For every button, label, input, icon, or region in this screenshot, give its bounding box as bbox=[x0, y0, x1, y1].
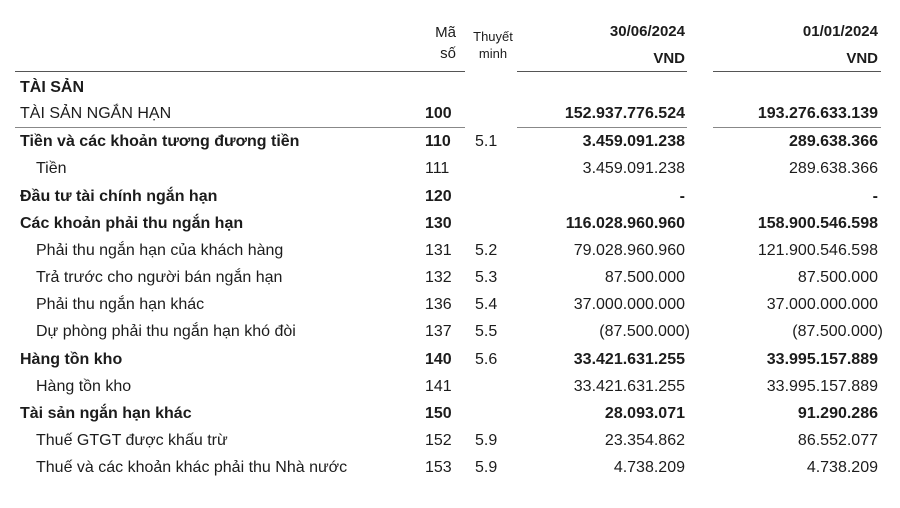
table-row-141 bbox=[0, 373, 900, 400]
row-label: Hàng tồn kho bbox=[20, 351, 123, 368]
row-note: 5.6 bbox=[475, 351, 498, 368]
row-note: 5.5 bbox=[475, 323, 498, 340]
table-row-153 bbox=[0, 454, 900, 481]
row-code: 111 bbox=[425, 160, 450, 177]
row-value-period1: (87.500.000) bbox=[599, 323, 690, 340]
row-code: 130 bbox=[425, 215, 452, 232]
row-value-period2: 37.000.000.000 bbox=[766, 296, 878, 313]
row-label: Phải thu ngắn hạn của khách hàng bbox=[36, 242, 284, 259]
row-value-period2: 4.738.209 bbox=[806, 459, 878, 476]
row-label: Đầu tư tài chính ngắn hạn bbox=[20, 188, 218, 205]
row-code: 152 bbox=[425, 432, 452, 449]
row-value-period1: 152.937.776.524 bbox=[564, 105, 685, 122]
row-label: Các khoản phải thu ngắn hạn bbox=[20, 215, 244, 232]
row-code: 110 bbox=[425, 133, 451, 150]
period1-date: 30/06/2024 bbox=[609, 23, 685, 40]
header-rule-period1 bbox=[517, 71, 687, 72]
row-note: 5.3 bbox=[475, 269, 498, 286]
row-value-period1: 87.500.000 bbox=[604, 269, 685, 286]
row-value-period2: - bbox=[872, 188, 878, 205]
row-label: Trả trước cho người bán ngắn hạn bbox=[36, 269, 283, 286]
table-row-150 bbox=[0, 400, 900, 427]
row-value-period2: 33.995.157.889 bbox=[766, 378, 878, 395]
row-value-period1: - bbox=[679, 188, 685, 205]
row-code: 137 bbox=[425, 323, 452, 340]
period2-unit: VND bbox=[846, 50, 878, 67]
table-row-131 bbox=[0, 237, 900, 264]
row-value-period2: 91.290.286 bbox=[797, 405, 878, 422]
row-code: 131 bbox=[425, 242, 452, 259]
row-value-period2: 86.552.077 bbox=[797, 432, 878, 449]
row-label: Phải thu ngắn hạn khác bbox=[36, 296, 205, 313]
row-label: Hàng tồn kho bbox=[36, 378, 132, 395]
row-label: TÀI SẢN bbox=[20, 79, 84, 96]
row-value-period1: 33.421.631.255 bbox=[573, 351, 685, 368]
row-code: 136 bbox=[425, 296, 452, 313]
row-value-period2: 87.500.000 bbox=[797, 269, 878, 286]
row-code: 153 bbox=[425, 459, 452, 476]
table-row-111 bbox=[0, 155, 900, 182]
row-value-period1: 28.093.071 bbox=[604, 405, 685, 422]
row-code: 141 bbox=[425, 378, 452, 395]
row-note: 5.9 bbox=[475, 432, 498, 449]
row-value-period2: 121.900.546.598 bbox=[757, 242, 878, 259]
table-row-136 bbox=[0, 291, 900, 318]
row-value-period1: 79.028.960.960 bbox=[573, 242, 685, 259]
note-header-line1: Thuyết bbox=[473, 29, 513, 44]
row-label: Thuế và các khoản khác phải thu Nhà nước bbox=[36, 459, 348, 476]
row-value-period2: 289.638.366 bbox=[789, 160, 878, 177]
row-code: 132 bbox=[425, 269, 452, 286]
row-label: Thuế GTGT được khấu trừ bbox=[36, 432, 228, 449]
row-value-period1: 3.459.091.238 bbox=[582, 133, 685, 150]
table-row-130 bbox=[0, 210, 900, 237]
row-value-period1: 33.421.631.255 bbox=[573, 378, 685, 395]
row-value-period2: (87.500.000) bbox=[792, 323, 883, 340]
code-header-line2: số bbox=[440, 45, 456, 62]
row-value-period2: 158.900.546.598 bbox=[757, 215, 878, 232]
header-rule-left bbox=[15, 71, 465, 72]
row-value-period1: 4.738.209 bbox=[613, 459, 685, 476]
row-code: 140 bbox=[425, 351, 452, 368]
table-row-137 bbox=[0, 318, 900, 345]
code-header-line1: Mã bbox=[435, 24, 456, 41]
table-row-120 bbox=[0, 183, 900, 210]
row-note: 5.1 bbox=[475, 133, 498, 150]
row-label: Tiền và các khoản tương đương tiền bbox=[20, 133, 300, 150]
row-value-period1: 23.354.862 bbox=[604, 432, 685, 449]
header-rule-period2 bbox=[713, 71, 881, 72]
row-note: 5.4 bbox=[475, 296, 498, 313]
row-label: Tiền bbox=[36, 160, 67, 177]
row-label: Tài sản ngắn hạn khác bbox=[20, 405, 192, 422]
table-row-assets bbox=[0, 74, 900, 101]
table-row-100 bbox=[0, 100, 900, 127]
row-code: 100 bbox=[425, 105, 452, 122]
period1-unit: VND bbox=[653, 50, 685, 67]
row-note: 5.2 bbox=[475, 242, 498, 259]
table-row-152 bbox=[0, 427, 900, 454]
row-label: Dự phòng phải thu ngắn hạn khó đòi bbox=[36, 323, 296, 340]
period2-date: 01/01/2024 bbox=[802, 23, 878, 40]
row-note: 5.9 bbox=[475, 459, 498, 476]
table-row-140 bbox=[0, 346, 900, 373]
row-value-period1: 116.028.960.960 bbox=[565, 215, 685, 232]
table-row-110 bbox=[0, 128, 900, 155]
table-row-132 bbox=[0, 264, 900, 291]
note-header-line2: minh bbox=[478, 46, 508, 61]
row-code: 120 bbox=[425, 188, 452, 205]
row-code: 150 bbox=[425, 405, 452, 422]
row-value-period2: 193.276.633.139 bbox=[757, 105, 878, 122]
row-value-period2: 289.638.366 bbox=[789, 133, 878, 150]
row-value-period1: 37.000.000.000 bbox=[573, 296, 685, 313]
row-value-period2: 33.995.157.889 bbox=[766, 351, 878, 368]
row-value-period1: 3.459.091.238 bbox=[582, 160, 685, 177]
row-label: TÀI SẢN NGẮN HẠN bbox=[20, 105, 172, 122]
